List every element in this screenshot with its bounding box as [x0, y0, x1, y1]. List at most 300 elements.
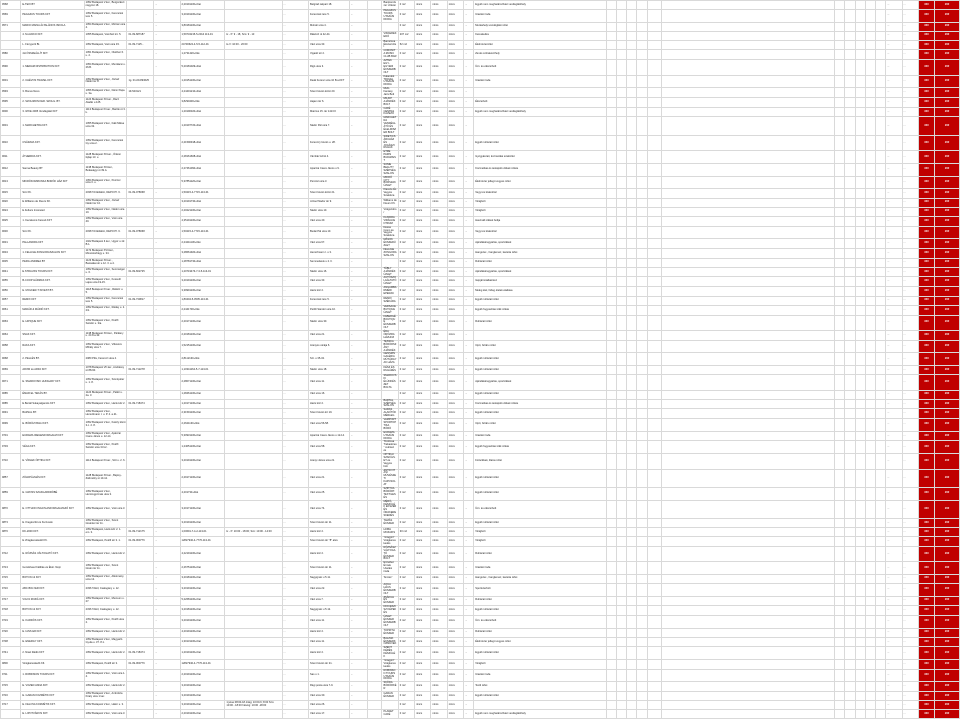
cell-area[interactable]: 0 m2 — [398, 692, 414, 701]
cell-flag[interactable]: nincs — [415, 647, 431, 660]
cell-blank[interactable] — [368, 340, 382, 353]
cell-permit[interactable]: 3,20181130+0ûé — [180, 606, 225, 616]
cell-mark[interactable]: ### — [935, 500, 960, 518]
cell-blank[interactable] — [637, 500, 647, 518]
cell-flag[interactable]: nincs — [431, 692, 447, 701]
cell-address[interactable]: Váci utca 74. — [309, 500, 350, 518]
cell-blank[interactable] — [637, 207, 647, 216]
cell-dots[interactable]: ... — [902, 366, 918, 375]
cell-mark[interactable]: ### — [935, 340, 960, 353]
cell-permit[interactable]: 2,8112130+0ûé — [180, 353, 225, 366]
cell-dots[interactable]: ... — [349, 249, 367, 259]
cell-hours[interactable] — [225, 315, 282, 331]
cell-dots[interactable]: ... — [902, 441, 918, 454]
cell-blank[interactable] — [606, 239, 616, 249]
cell-phone[interactable]: 01-09-718474 — [127, 399, 154, 409]
cell-profile[interactable]: Sportszerbolt — [474, 583, 607, 596]
cell-seat[interactable]: 1052 Budapest V.ker., Kossuth Lajos utca 19-15. — [84, 277, 127, 287]
cell-hours[interactable] — [225, 331, 282, 341]
cell-dots[interactable]: ... — [902, 469, 918, 487]
cell-dots[interactable]: ... — [464, 399, 474, 409]
cell-flag[interactable]: nincs — [447, 637, 463, 647]
cell-dots[interactable]: ... — [154, 701, 181, 710]
cell-dots[interactable]: ... — [154, 60, 181, 76]
cell-mark[interactable]: ### — [918, 135, 934, 151]
cell-id[interactable]: 9569 — [1, 10, 21, 23]
cell-dots[interactable]: ... — [154, 409, 181, 419]
cell-blank[interactable] — [865, 366, 875, 375]
cell-hours[interactable] — [225, 692, 282, 701]
cell-phone[interactable]: 01-09-718474 — [127, 647, 154, 660]
cell-blank[interactable] — [617, 390, 627, 399]
cell-blank[interactable] — [368, 353, 382, 366]
cell-blank[interactable] — [835, 682, 845, 692]
cell-blank[interactable] — [606, 399, 616, 409]
cell-phone[interactable]: 01-09-730817 — [127, 296, 154, 305]
cell-dots[interactable]: ... — [464, 441, 474, 454]
cell-blank[interactable] — [627, 701, 637, 710]
cell-permit[interactable]: 2,20221130+0ûé — [180, 207, 225, 216]
cell-blank[interactable] — [835, 207, 845, 216]
cell-address[interactable]: Váci utca 16. — [309, 390, 350, 399]
cell-blank[interactable] — [627, 669, 637, 682]
cell-blank[interactable] — [647, 390, 661, 399]
cell-flag[interactable]: nincs — [431, 409, 447, 419]
cell-blank[interactable] — [617, 375, 627, 391]
cell-flag[interactable]: nincs — [447, 107, 463, 117]
cell-dots[interactable]: ... — [154, 469, 181, 487]
cell-dots[interactable]: ... — [902, 75, 918, 88]
cell-blank[interactable] — [617, 31, 627, 40]
cell-id[interactable]: 9631 — [1, 239, 21, 249]
cell-blank[interactable] — [835, 249, 845, 259]
cell-blank[interactable] — [835, 75, 845, 88]
cell-blank[interactable] — [368, 628, 382, 637]
cell-blank[interactable] — [845, 287, 855, 297]
cell-blank[interactable] — [845, 647, 855, 660]
cell-blank[interactable] — [647, 431, 661, 441]
cell-address[interactable]: Apáczai Csere János u 9. — [309, 163, 350, 176]
cell-blank[interactable] — [855, 315, 865, 331]
cell-blank[interactable] — [835, 216, 845, 226]
cell-address[interactable]: Szt. u 35-32. — [309, 353, 350, 366]
cell-area[interactable]: 0 m2 — [398, 239, 414, 249]
cell-blank[interactable] — [845, 226, 855, 239]
cell-phone[interactable]: 01-09-662725 — [127, 267, 154, 277]
cell-blank[interactable] — [617, 296, 627, 305]
cell-mark[interactable]: ### — [935, 249, 960, 259]
cell-blank[interactable] — [865, 1, 875, 10]
cell-profile[interactable]: Kereskedés — [474, 31, 607, 40]
cell-dots[interactable]: ... — [464, 1, 474, 10]
cell-flag[interactable]: nincs — [431, 659, 447, 669]
cell-blank[interactable] — [876, 616, 886, 629]
cell-phone[interactable] — [127, 97, 154, 107]
cell-permit[interactable]: 1,52151130+0ûé — [180, 340, 225, 353]
cell-dots[interactable]: ... — [154, 31, 181, 40]
cell-hours[interactable]: 1 jelue 08:00-18 óráig; 10:00-6; 8:00 Szo: 10:00 - 18:00 hétvég: 10:00 -18:00 — [225, 701, 282, 710]
cell-shop[interactable]: VAMPORT SPORTOPTIKA BÖRÖ — [382, 419, 398, 432]
cell-blank[interactable] — [617, 616, 627, 629]
cell-flag[interactable]: nincs — [431, 606, 447, 616]
cell-dots[interactable]: ... — [902, 616, 918, 629]
cell-flag[interactable]: nincs — [415, 366, 431, 375]
cell-blank[interactable] — [835, 519, 845, 528]
cell-hours[interactable]: H-V: 10:00 - 20:00 — [225, 40, 282, 50]
cell-blank[interactable] — [865, 40, 875, 50]
cell-blank[interactable] — [661, 296, 834, 305]
cell-blank[interactable] — [845, 606, 855, 616]
cell-company[interactable]: BOTON 12 KFT. — [21, 606, 84, 616]
cell-blank[interactable] — [647, 117, 661, 135]
cell-dots[interactable]: ... — [902, 163, 918, 176]
cell-permit[interactable]: 2,27461090+0ûé — [180, 163, 225, 176]
cell-blank[interactable] — [845, 117, 855, 135]
cell-seat[interactable]: 1113 Budapest XI.ker., Bartók út 3. k. — [84, 107, 127, 117]
cell-dots[interactable]: ... — [154, 353, 181, 366]
cell-blank[interactable] — [855, 659, 865, 669]
cell-address[interactable]: Váci utca 21. — [309, 331, 350, 341]
cell-blank[interactable] — [876, 239, 886, 249]
cell-hours[interactable] — [225, 1, 282, 10]
cell-company[interactable]: E. GARAN KOZMÉTIK KFT — [21, 692, 84, 701]
cell-blank[interactable] — [617, 500, 627, 518]
cell-address[interactable]: Haris köz 2. — [309, 647, 350, 660]
cell-blank[interactable] — [835, 135, 845, 151]
cell-blank[interactable] — [368, 135, 382, 151]
cell-dots[interactable]: ... — [886, 198, 902, 207]
cell-flag[interactable]: nincs — [415, 315, 431, 331]
cell-blank[interactable] — [865, 692, 875, 701]
cell-area[interactable]: 0 m2 — [398, 267, 414, 277]
cell-permit[interactable]: 1,59734215-5-2014 113-01 — [180, 31, 225, 40]
cell-blank[interactable] — [661, 258, 834, 267]
cell-blank[interactable] — [627, 659, 637, 669]
cell-blank[interactable] — [876, 226, 886, 239]
cell-blank[interactable] — [627, 60, 637, 76]
cell-area[interactable]: 0 m2 — [398, 151, 414, 164]
cell-phone[interactable] — [127, 409, 154, 419]
cell-dots[interactable]: ... — [154, 340, 181, 353]
cell-blank[interactable] — [835, 628, 845, 637]
cell-blank[interactable] — [661, 176, 834, 189]
cell-dots[interactable]: ... — [282, 606, 309, 616]
cell-mark[interactable]: ### — [935, 399, 960, 409]
cell-blank[interactable] — [637, 519, 647, 528]
cell-flag[interactable]: nincs — [447, 669, 463, 682]
cell-dots[interactable]: ... — [282, 176, 309, 189]
cell-phone[interactable] — [127, 22, 154, 31]
cell-profile[interactable]: Egyéb ruházati üzlet — [474, 692, 607, 701]
cell-blank[interactable] — [617, 488, 627, 501]
cell-id[interactable]: 9718 — [1, 606, 21, 616]
cell-blank[interactable] — [845, 97, 855, 107]
cell-flag[interactable]: nincs — [447, 296, 463, 305]
cell-dots[interactable]: ... — [349, 390, 367, 399]
cell-flag[interactable]: nincs — [447, 331, 463, 341]
cell-seat[interactable]: 2038 Törökbálint, DEPO Pf. 6. — [84, 226, 127, 239]
cell-blank[interactable] — [855, 537, 865, 547]
cell-blank[interactable] — [865, 390, 875, 399]
cell-phone[interactable] — [127, 198, 154, 207]
cell-id[interactable]: 9685 — [1, 390, 21, 399]
cell-blank[interactable] — [835, 60, 845, 76]
cell-blank[interactable] — [876, 189, 886, 199]
cell-blank[interactable] — [368, 528, 382, 537]
cell-dots[interactable]: ... — [282, 287, 309, 297]
cell-flag[interactable]: nincs — [431, 189, 447, 199]
cell-mark[interactable]: ### — [935, 239, 960, 249]
cell-blank[interactable] — [865, 399, 875, 409]
cell-blank[interactable] — [661, 239, 834, 249]
cell-dots[interactable]: ... — [886, 500, 902, 518]
cell-blank[interactable] — [865, 267, 875, 277]
cell-address[interactable]: Március 15. tér 1413 K — [309, 107, 350, 117]
cell-blank[interactable] — [368, 305, 382, 315]
cell-blank[interactable] — [855, 340, 865, 353]
cell-mark[interactable]: ### — [935, 163, 960, 176]
cell-dots[interactable]: ... — [154, 331, 181, 341]
cell-dots[interactable]: ... — [902, 606, 918, 616]
cell-dots[interactable]: ... — [154, 366, 181, 375]
cell-mark[interactable]: ### — [935, 267, 960, 277]
cell-profile[interactable]: Virágbolt — [474, 198, 607, 207]
cell-flag[interactable]: nincs — [431, 537, 447, 547]
cell-blank[interactable] — [876, 135, 886, 151]
cell-blank[interactable] — [876, 659, 886, 669]
cell-blank[interactable] — [835, 296, 845, 305]
cell-dots[interactable]: ... — [154, 546, 181, 562]
cell-blank[interactable] — [876, 296, 886, 305]
cell-dots[interactable]: ... — [349, 528, 367, 537]
cell-blank[interactable] — [876, 88, 886, 98]
cell-flag[interactable]: nincs — [431, 562, 447, 575]
cell-blank[interactable] — [617, 647, 627, 660]
cell-dots[interactable]: ... — [349, 267, 367, 277]
cell-blank[interactable] — [606, 135, 616, 151]
cell-permit[interactable]: 4,24401210+0ûé — [180, 88, 225, 98]
cell-blank[interactable] — [855, 500, 865, 518]
cell-blank[interactable] — [661, 419, 834, 432]
cell-company[interactable]: E. Kiegészítő és Kurzusok — [21, 519, 84, 528]
cell-blank[interactable] — [647, 375, 661, 391]
cell-dots[interactable]: ... — [282, 701, 309, 710]
cell-company[interactable]: E. FELOVA KOZMÉTIK KFT. — [21, 701, 84, 710]
cell-blank[interactable] — [627, 528, 637, 537]
cell-blank[interactable] — [637, 239, 647, 249]
cell-mark[interactable]: ### — [935, 628, 960, 637]
cell-id[interactable]: 9611 — [1, 151, 21, 164]
cell-mark[interactable]: ### — [918, 207, 934, 216]
cell-company[interactable]: Gondolvas Kiállítás és Ékür. Népi — [21, 562, 84, 575]
cell-dots[interactable]: ... — [349, 431, 367, 441]
cell-blank[interactable] — [855, 583, 865, 596]
cell-mark[interactable]: ### — [935, 353, 960, 366]
cell-blank[interactable] — [835, 287, 845, 297]
cell-dots[interactable]: ... — [886, 710, 902, 719]
cell-blank[interactable] — [835, 163, 845, 176]
cell-hours[interactable] — [225, 375, 282, 391]
cell-blank[interactable] — [368, 519, 382, 528]
cell-shop[interactable]: SKÓDA BÖRÖRKÉR — [383, 681, 397, 691]
cell-address[interactable]: Rigó utca 3. — [309, 60, 350, 76]
cell-seat[interactable]: 1052 Budapest V.ker., Haris köz 2. — [84, 682, 127, 692]
cell-blank[interactable] — [845, 10, 855, 23]
cell-blank[interactable] — [627, 628, 637, 637]
cell-mark[interactable]: ### — [918, 287, 934, 297]
cell-blank[interactable] — [845, 616, 855, 629]
cell-blank[interactable] — [637, 441, 647, 454]
cell-blank[interactable] — [617, 226, 627, 239]
cell-id[interactable]: 9658 — [1, 340, 21, 353]
cell-blank[interactable] — [368, 75, 382, 88]
cell-blank[interactable] — [606, 375, 616, 391]
cell-seat[interactable]: 1052 Budapest V.ker., Nádor utca 10. — [84, 207, 127, 216]
cell-blank[interactable] — [637, 710, 647, 719]
cell-dots[interactable]: ... — [282, 267, 309, 277]
cell-blank[interactable] — [368, 97, 382, 107]
cell-dots[interactable]: ... — [154, 315, 181, 331]
cell-company[interactable]: 1. MARCHETRA KFT. — [21, 117, 84, 135]
cell-blank[interactable] — [627, 107, 637, 117]
cell-blank[interactable] — [855, 296, 865, 305]
cell-blank[interactable] — [606, 366, 616, 375]
cell-company[interactable]: ARVIR és ARDJ KFT. — [21, 366, 84, 375]
cell-area[interactable]: 0 m2 — [398, 546, 414, 562]
cell-dots[interactable]: ... — [464, 117, 474, 135]
cell-area[interactable]: 207 m2 — [398, 31, 414, 40]
cell-blank[interactable] — [627, 267, 637, 277]
cell-blank[interactable] — [835, 40, 845, 50]
cell-blank[interactable] — [637, 562, 647, 575]
cell-dots[interactable]: ... — [464, 528, 474, 537]
cell-mark[interactable]: ### — [918, 331, 934, 341]
cell-blank[interactable] — [876, 647, 886, 660]
cell-dots[interactable]: ... — [349, 216, 367, 226]
cell-blank[interactable] — [647, 583, 661, 596]
cell-blank[interactable] — [637, 22, 647, 31]
cell-flag[interactable]: nincs — [431, 331, 447, 341]
cell-mark[interactable]: ### — [935, 701, 960, 710]
cell-flag[interactable]: nincs — [447, 198, 463, 207]
cell-dots[interactable]: ... — [282, 40, 309, 50]
cell-blank[interactable] — [637, 1, 647, 10]
cell-blank[interactable] — [606, 682, 616, 692]
cell-blank[interactable] — [845, 366, 855, 375]
cell-dots[interactable]: ... — [886, 315, 902, 331]
cell-permit[interactable]: 5,20181029+0ûé — [180, 60, 225, 76]
cell-blank[interactable] — [876, 107, 886, 117]
cell-blank[interactable] — [606, 583, 616, 596]
cell-blank[interactable] — [876, 216, 886, 226]
cell-blank[interactable] — [865, 353, 875, 366]
cell-seat[interactable]: 1052 Budapest V.ker., Váci utca 3. — [84, 710, 127, 719]
cell-dots[interactable]: ... — [282, 647, 309, 660]
cell-area[interactable]: 0 m2 — [398, 331, 414, 341]
cell-profile[interactable]: Használt cikkek boltja — [474, 216, 607, 226]
cell-dots[interactable]: ... — [349, 97, 367, 107]
cell-profile[interactable]: Utazási iroda — [474, 562, 607, 575]
cell-dots[interactable]: ... — [886, 562, 902, 575]
cell-mark[interactable]: ### — [918, 519, 934, 528]
cell-dots[interactable]: ... — [282, 441, 309, 454]
cell-seat[interactable]: 1022 Budapest II.ker., Ugyér u.12. B.1. — [84, 239, 127, 249]
cell-address[interactable]: Váci utca 17. — [309, 710, 350, 719]
cell-dots[interactable]: ... — [282, 375, 309, 391]
cell-shop[interactable]: KLINDRA VIRÁGCENTRUM — [382, 216, 398, 226]
cell-blank[interactable] — [368, 399, 382, 409]
cell-mark[interactable]: ### — [935, 331, 960, 341]
cell-blank[interactable] — [835, 305, 845, 315]
cell-dots[interactable]: ... — [349, 546, 367, 562]
cell-dots[interactable]: ... — [464, 97, 474, 107]
cell-dots[interactable]: ... — [902, 287, 918, 297]
cell-flag[interactable]: nincs — [447, 399, 463, 409]
cell-company[interactable]: E-TEXI BT — [21, 1, 84, 10]
cell-address[interactable]: Váci utca 58. — [309, 441, 350, 454]
cell-blank[interactable] — [835, 669, 845, 682]
cell-blank[interactable] — [845, 163, 855, 176]
cell-flag[interactable]: nincs — [415, 198, 431, 207]
cell-dots[interactable]: ... — [154, 528, 181, 537]
cell-address[interactable]: Petőfi Sándor utca 10. — [309, 305, 350, 315]
cell-dots[interactable]: ... — [282, 60, 309, 76]
cell-seat[interactable]: 1055 Budapest V.ker., Falk Miksa utca 32. — [84, 117, 127, 135]
cell-blank[interactable] — [661, 637, 834, 647]
cell-id[interactable]: 9715 — [1, 682, 21, 692]
cell-blank[interactable] — [845, 107, 855, 117]
cell-blank[interactable] — [627, 40, 637, 50]
cell-blank[interactable] — [876, 390, 886, 399]
cell-shop[interactable]: BARTAL SZÉPSÉGSZALON — [382, 399, 398, 409]
cell-mark[interactable]: ### — [918, 441, 934, 454]
cell-shop[interactable]: HOBLI MOZAIKS — [382, 528, 398, 537]
cell-mark[interactable]: ### — [918, 305, 934, 315]
cell-phone[interactable] — [127, 315, 154, 331]
cell-blank[interactable] — [876, 340, 886, 353]
cell-blank[interactable] — [647, 97, 661, 107]
cell-dots[interactable]: ... — [154, 574, 181, 583]
cell-blank[interactable] — [606, 441, 616, 454]
cell-flag[interactable]: nincs — [415, 305, 431, 315]
cell-seat[interactable]: 1054 Budapest V.ker., Perczel utca 3. u. — [84, 176, 127, 189]
cell-flag[interactable]: nincs — [447, 226, 463, 239]
cell-profile[interactable]: Ajándékárugyártás, sportcikkek — [474, 267, 607, 277]
cell-mark[interactable]: ### — [918, 50, 934, 60]
cell-dots[interactable]: ... — [349, 366, 367, 375]
cell-blank[interactable] — [606, 500, 616, 518]
cell-flag[interactable]: nincs — [431, 226, 447, 239]
cell-blank[interactable] — [876, 419, 886, 432]
cell-blank[interactable] — [835, 366, 845, 375]
cell-address[interactable]: Váci utca 40. — [309, 216, 350, 226]
cell-blank[interactable] — [368, 40, 382, 50]
cell-flag[interactable]: nincs — [431, 353, 447, 366]
cell-blank[interactable] — [865, 454, 875, 470]
cell-permit[interactable]: 1,20719473-7-3-5-113-01 — [180, 267, 225, 277]
cell-phone[interactable]: 01-09-7125... — [127, 40, 154, 50]
cell-hours[interactable] — [225, 669, 282, 682]
cell-dots[interactable]: ... — [886, 583, 902, 596]
cell-flag[interactable]: nincs — [415, 692, 431, 701]
cell-blank[interactable] — [865, 637, 875, 647]
cell-blank[interactable] — [661, 682, 834, 692]
cell-blank[interactable] — [617, 40, 627, 50]
cell-profile[interactable]: Élelmiszer jellegű vegyes üzlet — [474, 637, 607, 647]
cell-area[interactable]: 0 m2 — [398, 117, 414, 135]
cell-profile[interactable]: Zenés szórakozóhely — [474, 50, 607, 60]
cell-dots[interactable]: ... — [154, 692, 181, 701]
